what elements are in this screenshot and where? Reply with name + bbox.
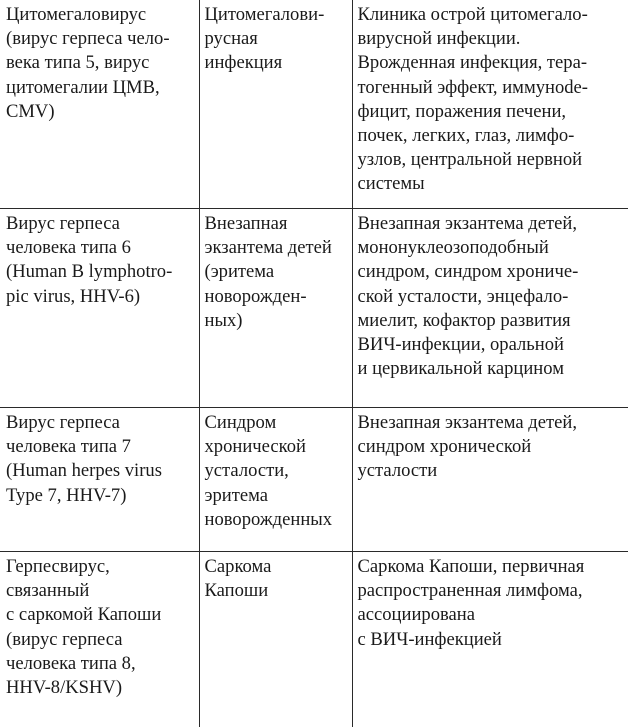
text-line: системы bbox=[358, 172, 626, 196]
text-line: pic virus, HHV-6) bbox=[6, 285, 196, 309]
text-line: Герпесвирус, bbox=[6, 555, 196, 579]
text-line: распространенная лимфома, bbox=[358, 579, 626, 603]
clinic-cell bbox=[352, 408, 628, 552]
text-line: (Human herpes virus bbox=[6, 459, 196, 483]
text-line: вирусной инфекции. bbox=[358, 27, 626, 51]
text-line: мононуклеозоподобный bbox=[358, 236, 626, 260]
text-line: миелит, кофактор развития bbox=[358, 309, 626, 333]
text-line: ской усталости, энцефало- bbox=[358, 285, 626, 309]
table-row-hhv7 bbox=[0, 408, 628, 552]
text-line: тогенный эффект, иммунode- bbox=[358, 76, 626, 100]
text-line: Саркома Капоши, первичная bbox=[358, 555, 626, 579]
text-line: синдром, синдром хрониче- bbox=[358, 260, 626, 284]
text-line: Type 7, HHV-7) bbox=[6, 484, 196, 508]
virus-cell bbox=[0, 209, 199, 408]
text-line: хронической bbox=[205, 435, 349, 459]
text-line: Врожденная инфекция, тера- bbox=[358, 51, 626, 75]
text-line: с ВИЧ-инфекцией bbox=[358, 628, 626, 652]
table-row-hhv8 bbox=[0, 552, 628, 727]
text-line: HHV-8/KSHV) bbox=[6, 676, 196, 700]
text-line: Внезапная экзантема детей, bbox=[358, 212, 626, 236]
text-line: Клиника острой цитомегало- bbox=[358, 3, 626, 27]
text-line: экзантема детей bbox=[205, 236, 349, 260]
text-line: (эритема bbox=[205, 260, 349, 284]
disease-cell bbox=[199, 209, 352, 408]
text-line: ВИЧ-инфекции, оральной bbox=[358, 333, 626, 357]
text-line: человека типа 6 bbox=[6, 236, 196, 260]
text-line: человека типа 7 bbox=[6, 435, 196, 459]
text-line: усталости bbox=[358, 459, 626, 483]
virus-cell bbox=[0, 408, 199, 552]
disease-cell bbox=[199, 408, 352, 552]
text-line: инфекция bbox=[205, 51, 349, 75]
table-row-cmv bbox=[0, 0, 628, 209]
text-line: Цитомегалови- bbox=[205, 3, 349, 27]
text-line: связанный bbox=[6, 579, 196, 603]
text-line: (вирус герпеса чело- bbox=[6, 27, 196, 51]
disease-cell bbox=[199, 552, 352, 727]
text-line: ных) bbox=[205, 309, 349, 333]
text-line: (Human B lymphotro- bbox=[6, 260, 196, 284]
text-line: русная bbox=[205, 27, 349, 51]
disease-cell bbox=[199, 0, 352, 209]
text-line: с саркомой Капоши bbox=[6, 603, 196, 627]
text-line: Внезапная bbox=[205, 212, 349, 236]
text-line: и цервикальной карцином bbox=[358, 357, 626, 381]
text-line: человека типа 8, bbox=[6, 652, 196, 676]
text-line: узлов, центральной нервной bbox=[358, 148, 626, 172]
text-line: эритема bbox=[205, 484, 349, 508]
text-line: синдром хронической bbox=[358, 435, 626, 459]
text-line: (вирус герпеса bbox=[6, 628, 196, 652]
text-line: почек, легких, глаз, лимфо- bbox=[358, 124, 626, 148]
clinic-cell bbox=[352, 0, 628, 209]
text-line: Вирус герпеса bbox=[6, 212, 196, 236]
text-line: фицит, поражения печени, bbox=[358, 100, 626, 124]
text-line: Саркома bbox=[205, 555, 349, 579]
text-line: усталости, bbox=[205, 459, 349, 483]
text-line: цитомегалии ЦМВ, bbox=[6, 76, 196, 100]
virus-cell bbox=[0, 0, 199, 209]
text-line: новорожденных bbox=[205, 508, 349, 532]
clinic-cell bbox=[352, 209, 628, 408]
text-line: Цитомегаловирус bbox=[6, 3, 196, 27]
text-line: Вирус герпеса bbox=[6, 411, 196, 435]
virus-cell bbox=[0, 552, 199, 727]
text-line: Капоши bbox=[205, 579, 349, 603]
text-line: Синдром bbox=[205, 411, 349, 435]
table-row-hhv6 bbox=[0, 209, 628, 408]
text-line: ассоциирована bbox=[358, 603, 626, 627]
text-line: новорожден- bbox=[205, 285, 349, 309]
text-line: CMV) bbox=[6, 100, 196, 124]
clinic-cell bbox=[352, 552, 628, 727]
text-line: века типа 5, вирус bbox=[6, 51, 196, 75]
text-line: Внезапная экзантема детей, bbox=[358, 411, 626, 435]
